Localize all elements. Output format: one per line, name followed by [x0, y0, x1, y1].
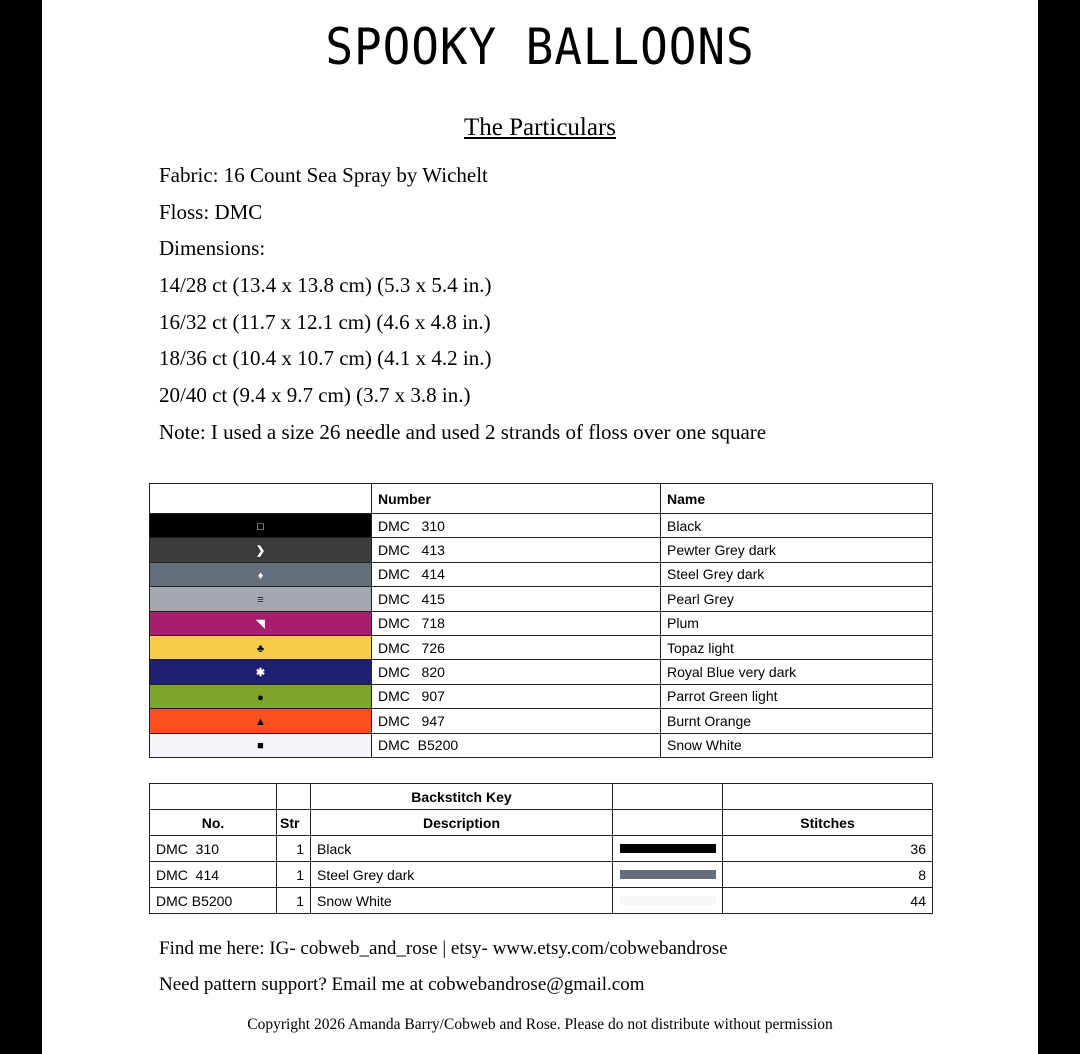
- line-sample: [613, 888, 723, 914]
- floss-line: Floss: DMC: [159, 199, 263, 224]
- symbol-icon: ❯: [255, 545, 266, 558]
- backstitch-row: [150, 836, 933, 862]
- color-swatch: [150, 562, 372, 586]
- backstitch-number: DMC B5200: [150, 888, 277, 914]
- symbol-icon: ≡: [257, 594, 264, 607]
- color-swatch: [150, 635, 372, 659]
- line-sample-bar: [620, 870, 716, 879]
- backstitch-header-row: [150, 810, 933, 836]
- color-swatch: [150, 514, 372, 538]
- floss-name: Plum: [661, 611, 933, 635]
- backstitch-caption-row: [150, 784, 933, 810]
- symbol-icon: ♣: [256, 642, 265, 655]
- symbol-icon: ■: [257, 740, 264, 753]
- floss-row: [150, 660, 933, 684]
- symbol-icon: □: [257, 520, 264, 533]
- name-header: Name: [661, 484, 933, 514]
- number-header: Number: [372, 484, 661, 514]
- symbol-icon: ♦: [257, 569, 264, 582]
- color-swatch: [150, 733, 372, 757]
- floss-name: Burnt Orange: [661, 709, 933, 733]
- symbol-icon: ●: [257, 691, 264, 704]
- floss-number: DMC 413: [372, 538, 661, 562]
- line-sample-bar: [620, 896, 716, 905]
- backstitch-row: [150, 862, 933, 888]
- color-swatch: [150, 684, 372, 708]
- str-header: Str: [277, 810, 311, 836]
- line-sample: [613, 836, 723, 862]
- backstitch-description: Snow White: [311, 888, 613, 914]
- floss-name: Black: [661, 514, 933, 538]
- color-swatch: [150, 660, 372, 684]
- swatch-header: [150, 484, 372, 514]
- floss-number: DMC 947: [372, 709, 661, 733]
- pattern-title: SPOOKY BALLOONS: [325, 18, 755, 76]
- backstitch-description: Steel Grey dark: [311, 862, 613, 888]
- floss-row: [150, 635, 933, 659]
- floss-number: DMC 310: [372, 514, 661, 538]
- stitch-count: 8: [723, 862, 933, 888]
- floss-number: DMC 726: [372, 635, 661, 659]
- symbol-icon: ✱: [255, 667, 266, 680]
- document-page: [42, 0, 1038, 1054]
- floss-name: Pearl Grey: [661, 587, 933, 611]
- floss-row: [150, 611, 933, 635]
- symbol-icon: ◥: [256, 618, 265, 631]
- floss-name: Pewter Grey dark: [661, 538, 933, 562]
- dimension-line: 20/40 ct (9.4 x 9.7 cm) (3.7 x 3.8 in.): [159, 383, 471, 408]
- floss-number: DMC 907: [372, 684, 661, 708]
- floss-number: DMC 718: [372, 611, 661, 635]
- floss-name: Topaz light: [661, 635, 933, 659]
- color-swatch: [150, 611, 372, 635]
- floss-number: DMC 820: [372, 660, 661, 684]
- fabric-line: Fabric: 16 Count Sea Spray by Wichelt: [159, 163, 488, 187]
- floss-number: DMC 415: [372, 587, 661, 611]
- footer-contact: [159, 934, 728, 1006]
- strand-count: 1: [277, 888, 311, 914]
- dimension-line: 18/36 ct (10.4 x 10.7 cm) (4.1 x 4.2 in.): [159, 346, 492, 371]
- color-swatch: [150, 538, 372, 562]
- floss-row: [150, 684, 933, 708]
- floss-number: DMC 414: [372, 562, 661, 586]
- stitches-header: Stitches: [723, 810, 933, 836]
- dimension-line: 14/28 ct (13.4 x 13.8 cm) (5.3 x 5.4 in.): [159, 273, 492, 298]
- floss-name: Royal Blue very dark: [661, 660, 933, 684]
- line-sample: [613, 862, 723, 888]
- dimension-line: 16/32 ct (11.7 x 12.1 cm) (4.6 x 4.8 in.): [159, 309, 491, 334]
- backstitch-key-table: [149, 783, 933, 914]
- floss-name: Steel Grey dark: [661, 562, 933, 586]
- floss-row: [150, 733, 933, 757]
- symbol-icon: ▲: [255, 715, 266, 728]
- description-header: Description: [311, 810, 613, 836]
- floss-number: DMC B5200: [372, 733, 661, 757]
- backstitch-description: Black: [311, 836, 613, 862]
- backstitch-row: [150, 888, 933, 914]
- copyright-line: Copyright 2026 Amanda Barry/Cobweb and Rose. Please do not distribute without permission: [247, 1016, 833, 1033]
- line-sample-bar: [620, 844, 716, 853]
- floss-key-table: [149, 483, 933, 758]
- note-line: Note: I used a size 26 needle and used 2 strands of floss over one square: [159, 419, 767, 444]
- backstitch-number: DMC 414: [150, 862, 277, 888]
- color-swatch: [150, 587, 372, 611]
- floss-name: Parrot Green light: [661, 684, 933, 708]
- find-me-line: Find me here: IG- cobweb_and_rose | etsy- www.etsy.com/cobwebandrose: [159, 938, 728, 959]
- section-subtitle: The Particulars: [463, 114, 617, 141]
- strand-count: 1: [277, 862, 311, 888]
- no-header: No.: [150, 810, 277, 836]
- floss-row: [150, 709, 933, 733]
- dimensions-heading: Dimensions:: [159, 236, 266, 261]
- floss-name: Snow White: [661, 733, 933, 757]
- backstitch-caption: Backstitch Key: [311, 784, 613, 810]
- floss-header-row: [150, 484, 933, 514]
- floss-row: [150, 587, 933, 611]
- support-line: Need pattern support? Email me at cobwebandrose@gmail.com: [159, 974, 645, 995]
- stitch-count: 36: [723, 836, 933, 862]
- floss-row: [150, 562, 933, 586]
- backstitch-number: DMC 310: [150, 836, 277, 862]
- floss-row: [150, 538, 933, 562]
- stitch-count: 44: [723, 888, 933, 914]
- color-swatch: [150, 709, 372, 733]
- particulars-info: [159, 160, 766, 454]
- strand-count: 1: [277, 836, 311, 862]
- floss-row: [150, 514, 933, 538]
